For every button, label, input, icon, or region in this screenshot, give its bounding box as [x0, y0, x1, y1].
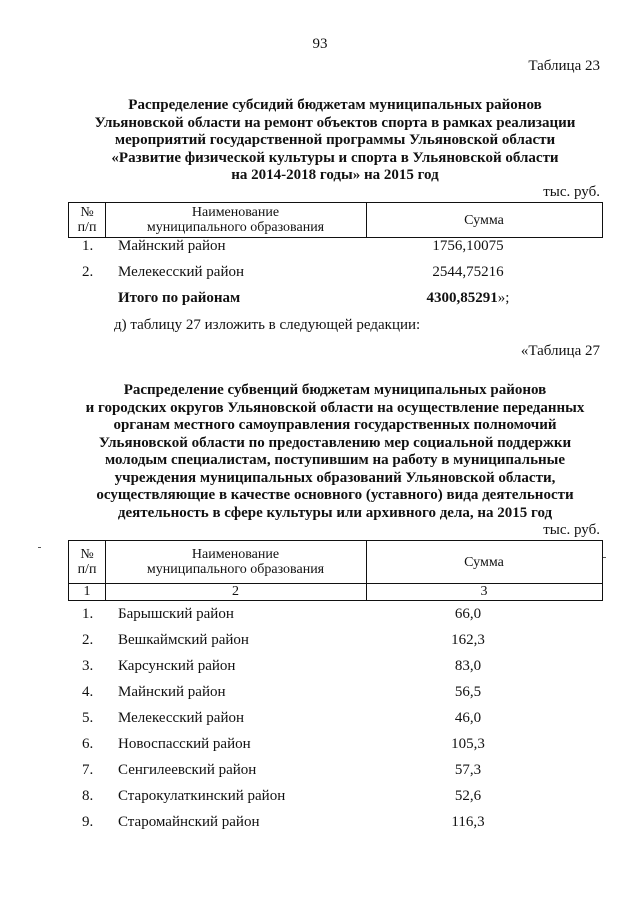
table27-title-line: Ульяновской области по предоставлению мер социальной поддержки: [98, 434, 572, 451]
table-row: [68, 658, 603, 678]
header-name-cell: [105, 203, 366, 237]
row-name: Сенгилеевский район: [118, 762, 257, 778]
row-num: 6.: [82, 736, 94, 752]
row-value: 116,3: [451, 814, 485, 830]
row-value: 57,3: [454, 762, 482, 778]
row-name: Вешкаймский район: [118, 632, 249, 648]
row-value: 46,0: [454, 710, 482, 726]
table-row: [68, 788, 603, 808]
table23-header: [68, 202, 603, 238]
column-number: 2: [232, 584, 239, 599]
table-row: [68, 606, 603, 626]
header-name-line1: Наименование: [191, 205, 280, 220]
column-number-row: [68, 584, 603, 601]
header-num-cell: [69, 203, 105, 237]
table-row: [68, 238, 603, 258]
row-value: 162,3: [451, 632, 485, 648]
table27-title-line: деятельность в сфере культуры или архивного дела, на 2015 год: [117, 504, 553, 521]
header-name-line1: Наименование: [191, 547, 280, 562]
table27-title-line: органам местного самоуправления государственных полномочий: [113, 417, 557, 433]
table27-title-line: и городских округов Ульяновской области на осуществление переданных: [85, 399, 585, 416]
row-value: 2544,75216: [432, 264, 504, 280]
row-num: 8.: [82, 788, 94, 804]
row-num: 9.: [82, 814, 94, 830]
amendment-instruction: д) таблицу 27 изложить в следующей редакции:: [114, 317, 421, 333]
row-value: 52,6: [454, 788, 482, 804]
total-suffix: »;: [497, 290, 510, 306]
table23-title-line: Ульяновской области на ремонт объектов спорта в рамках реализации: [94, 114, 576, 131]
table-row: [68, 814, 603, 834]
row-value: 66,0: [454, 606, 482, 622]
row-name: Мелекесский район: [118, 710, 245, 726]
row-value: 56,5: [454, 684, 482, 700]
header-num-cell: [69, 541, 105, 583]
header-name-cell: [105, 541, 366, 583]
table23-label: Таблица 23: [528, 58, 600, 74]
table23-title: [60, 97, 610, 185]
row-num: 1.: [82, 606, 94, 622]
row-num: 3.: [82, 658, 94, 674]
table23-total-row: [68, 290, 603, 310]
table27-unit: тыс. руб.: [543, 522, 600, 538]
header-num-line1: №: [80, 205, 94, 220]
table-row: [68, 736, 603, 756]
table-row: [68, 264, 603, 284]
row-name: Майнский район: [118, 238, 226, 254]
table27-title-line: Распределение субвенций бюджетам муниципальных районов: [123, 382, 547, 398]
row-value: 83,0: [454, 658, 482, 674]
row-num: 2.: [82, 264, 94, 280]
header-name-line2: муниципального образования: [146, 562, 325, 577]
header-num-line2: п/п: [77, 220, 97, 235]
header-sum-cell: Сумма: [464, 554, 504, 570]
column-number: 1: [83, 584, 91, 599]
table27-title-line: молодым специалистам, поступившим на работу в муниципальные: [104, 452, 566, 468]
row-value: 105,3: [451, 736, 485, 752]
table23-title-line: Распределение субсидий бюджетам муниципальных районов: [128, 97, 542, 113]
total-value: 4300,85291: [426, 290, 498, 306]
table23-unit: тыс. руб.: [543, 184, 600, 200]
row-name: Карсунский район: [118, 658, 236, 674]
row-name: Старокулаткинский район: [118, 788, 286, 804]
header-num-line1: №: [80, 547, 94, 562]
table27-header: [68, 540, 603, 584]
table-row: [68, 762, 603, 782]
page-number: 93: [312, 36, 328, 52]
table-row: [68, 684, 603, 704]
header-sum-cell: Сумма: [464, 212, 504, 228]
row-num: 2.: [82, 632, 94, 648]
table23-title-line: мероприятий государственной программы Ульяновской области: [114, 132, 556, 148]
table23-title-line: на 2014-2018 годы» на 2015 год: [231, 167, 439, 183]
table27-title: [60, 382, 610, 522]
header-num-line2: п/п: [77, 562, 97, 577]
scan-speck: [603, 557, 606, 558]
row-name: Мелекесский район: [118, 264, 245, 280]
table27-title-line: осуществляющие в качестве основного (уставного) вида деятельности: [96, 487, 574, 503]
table27-title-line: учреждения муниципальных образований Ульяновской области,: [114, 469, 556, 486]
total-label: Итого по районам: [118, 290, 241, 306]
table-row: [68, 632, 603, 652]
row-num: 5.: [82, 710, 94, 726]
row-value: 1756,10075: [432, 238, 504, 254]
table23-title-line: «Развитие физической культуры и спорта в Ульяновской области: [111, 149, 559, 166]
row-num: 4.: [82, 684, 94, 700]
row-num: 7.: [82, 762, 94, 778]
total-value-wrap: [368, 290, 568, 307]
scan-speck: [38, 547, 41, 548]
row-num: 1.: [82, 238, 94, 254]
row-name: Новоспасский район: [118, 736, 251, 752]
table27-label: «Таблица 27: [520, 343, 600, 359]
row-name: Барышский район: [118, 606, 234, 622]
table-row: [68, 710, 603, 730]
row-name: Старомайнский район: [118, 814, 260, 830]
row-name: Майнский район: [118, 684, 226, 700]
column-number: 3: [480, 584, 488, 599]
header-name-line2: муниципального образования: [146, 220, 325, 235]
